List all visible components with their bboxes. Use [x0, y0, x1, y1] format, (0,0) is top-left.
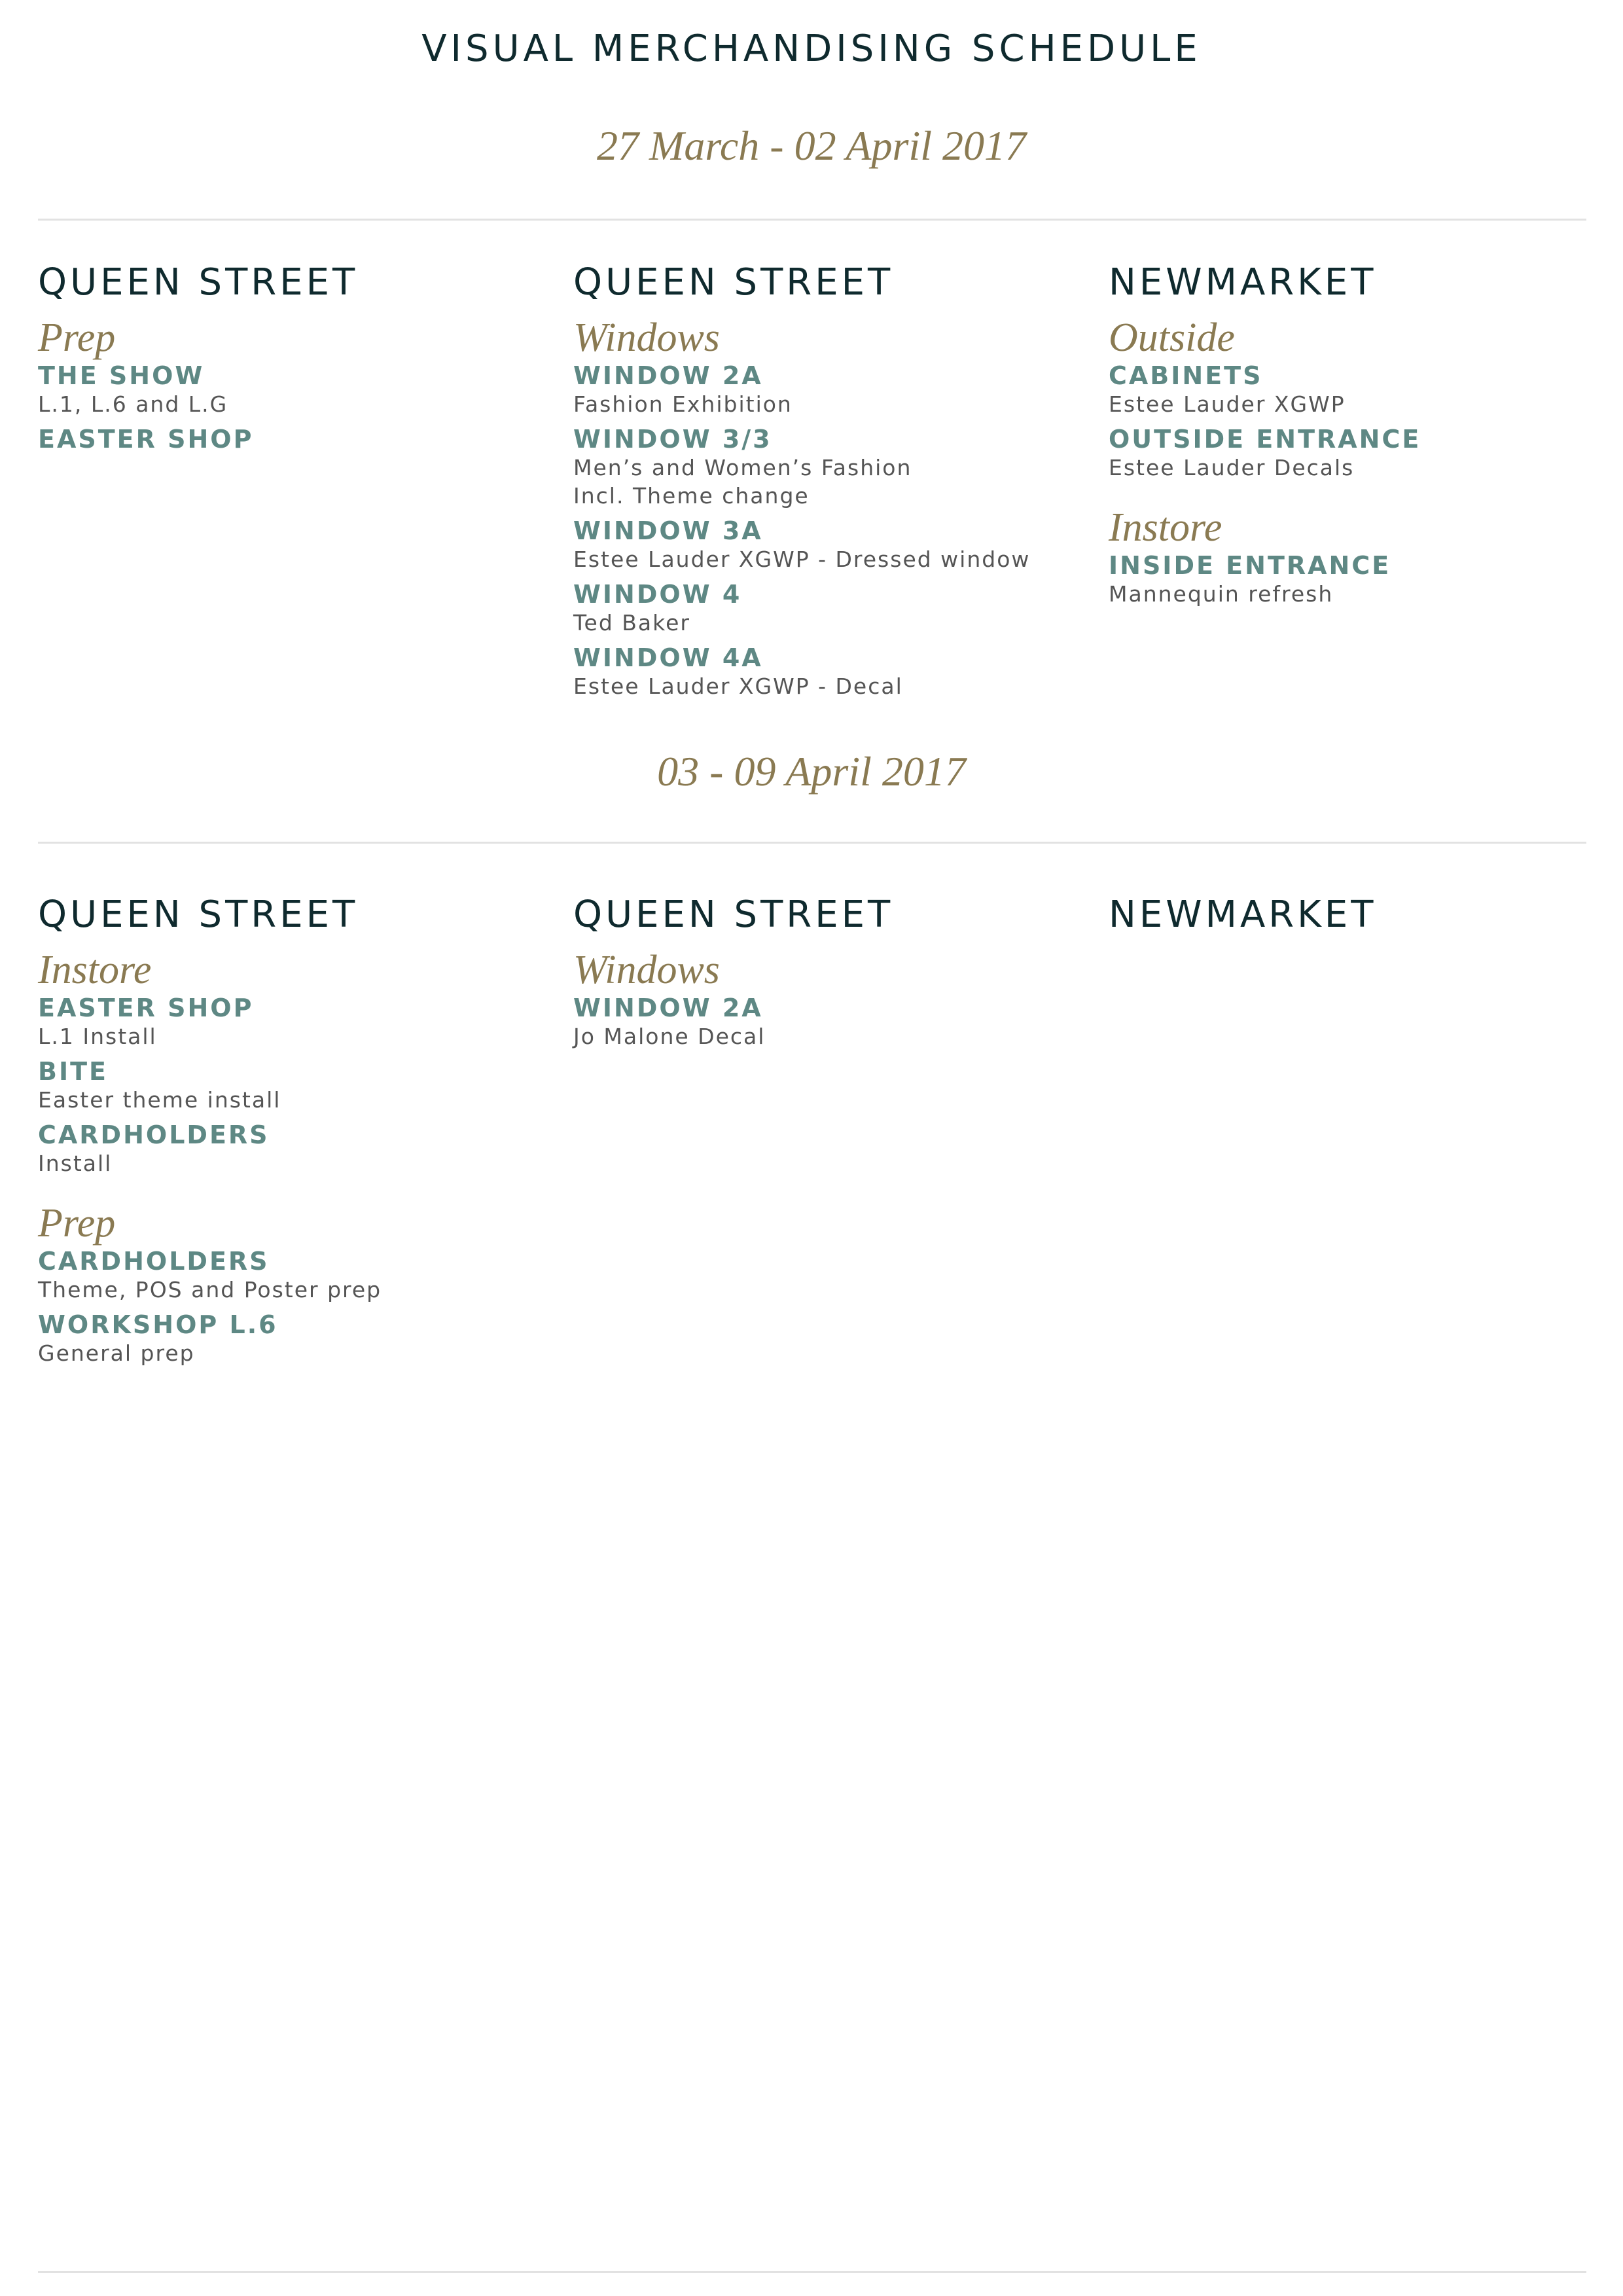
section-title: Instore: [38, 948, 152, 992]
item-title: THE SHOW: [38, 361, 205, 390]
location-heading: QUEEN STREET: [573, 893, 894, 936]
location-heading: QUEEN STREET: [38, 261, 359, 304]
item-detail: Estee Lauder XGWP - Dressed window: [573, 547, 1031, 572]
schedule-item: [1109, 425, 1619, 482]
schedule-column: [38, 894, 548, 1393]
location-heading: QUEEN STREET: [38, 893, 359, 936]
item-title: EASTER SHOP: [38, 994, 254, 1022]
item-detail: L.1, L.6 and L.G: [38, 391, 228, 417]
schedule-item: [1109, 361, 1619, 418]
item-title: INSIDE ENTRANCE: [1109, 551, 1391, 580]
item-title: OUTSIDE ENTRANCE: [1109, 425, 1421, 454]
schedule-column: [573, 894, 1084, 1077]
schedule-item: [1109, 551, 1619, 608]
item-detail: Jo Malone Decal: [573, 1024, 766, 1049]
location-heading: NEWMARKET: [1109, 893, 1377, 936]
item-title: WINDOW 3/3: [573, 425, 772, 454]
schedule-section: [38, 1201, 548, 1367]
item-title: WINDOW 2A: [573, 994, 763, 1022]
schedule-item: [573, 643, 1084, 700]
item-detail: Ted Baker: [573, 610, 690, 636]
item-title: BITE: [38, 1057, 108, 1086]
item-detail: Estee Lauder XGWP: [1109, 391, 1346, 417]
schedule-item: [573, 361, 1084, 418]
item-title: WINDOW 3A: [573, 516, 763, 545]
item-detail: Easter theme install: [38, 1087, 281, 1113]
item-title: CARDHOLDERS: [38, 1121, 270, 1149]
divider: [38, 219, 1586, 221]
schedule-item: [38, 1057, 548, 1114]
item-title: WINDOW 2A: [573, 361, 763, 390]
schedule-item: [573, 580, 1084, 637]
schedule-item: [38, 1121, 548, 1177]
schedule-item: [38, 1310, 548, 1367]
schedule-item: [573, 994, 1084, 1050]
section-title: Outside: [1109, 315, 1235, 360]
section-title: Prep: [38, 315, 116, 360]
schedule-column: [1109, 262, 1619, 634]
item-detail: Install: [38, 1151, 113, 1176]
schedule-section: [38, 950, 548, 1177]
section-title: Instore: [1109, 505, 1222, 550]
schedule-column: [1109, 894, 1619, 950]
item-detail: L.1 Install: [38, 1024, 157, 1049]
schedule-section: [38, 315, 548, 454]
item-title: WINDOW 4A: [573, 643, 763, 672]
item-detail: Estee Lauder Decals: [1109, 455, 1355, 480]
item-title: WORKSHOP L.6: [38, 1310, 278, 1339]
schedule-item: [573, 425, 1084, 510]
item-title: WINDOW 4: [573, 580, 742, 609]
schedule-column: [38, 262, 548, 480]
item-detail: Mannequin refresh: [1109, 581, 1334, 607]
item-title: CARDHOLDERS: [38, 1247, 270, 1276]
page-title: VISUAL MERCHANDISING SCHEDULE: [421, 27, 1202, 70]
item-detail: Fashion Exhibition: [573, 391, 793, 417]
schedule-column: [573, 262, 1084, 726]
item-detail: Incl. Theme change: [573, 483, 810, 509]
section-title: Windows: [573, 315, 720, 360]
item-detail: Theme, POS and Poster prep: [38, 1277, 382, 1302]
schedule-item: [573, 516, 1084, 573]
schedule-section: [573, 315, 1084, 700]
week-date: 03 - 09 April 2017: [657, 748, 966, 795]
divider: [38, 842, 1586, 844]
location-heading: NEWMARKET: [1109, 261, 1377, 304]
schedule-item: [38, 1247, 548, 1304]
item-title: EASTER SHOP: [38, 425, 254, 454]
schedule-item: [38, 994, 548, 1050]
section-title: Prep: [38, 1201, 116, 1246]
item-detail: General prep: [38, 1340, 195, 1366]
schedule-item: [38, 425, 548, 454]
schedule-section: [1109, 315, 1619, 482]
item-detail: Estee Lauder XGWP - Decal: [573, 673, 903, 699]
item-title: CABINETS: [1109, 361, 1263, 390]
footer-divider: [38, 2271, 1586, 2273]
item-detail: Men’s and Women’s Fashion: [573, 455, 912, 480]
schedule-section: [573, 950, 1084, 1050]
schedule-section: [1109, 505, 1619, 608]
location-heading: QUEEN STREET: [573, 261, 894, 304]
schedule-item: [38, 361, 548, 418]
section-title: Windows: [573, 948, 720, 992]
week-date: 27 March - 02 April 2017: [597, 122, 1026, 169]
